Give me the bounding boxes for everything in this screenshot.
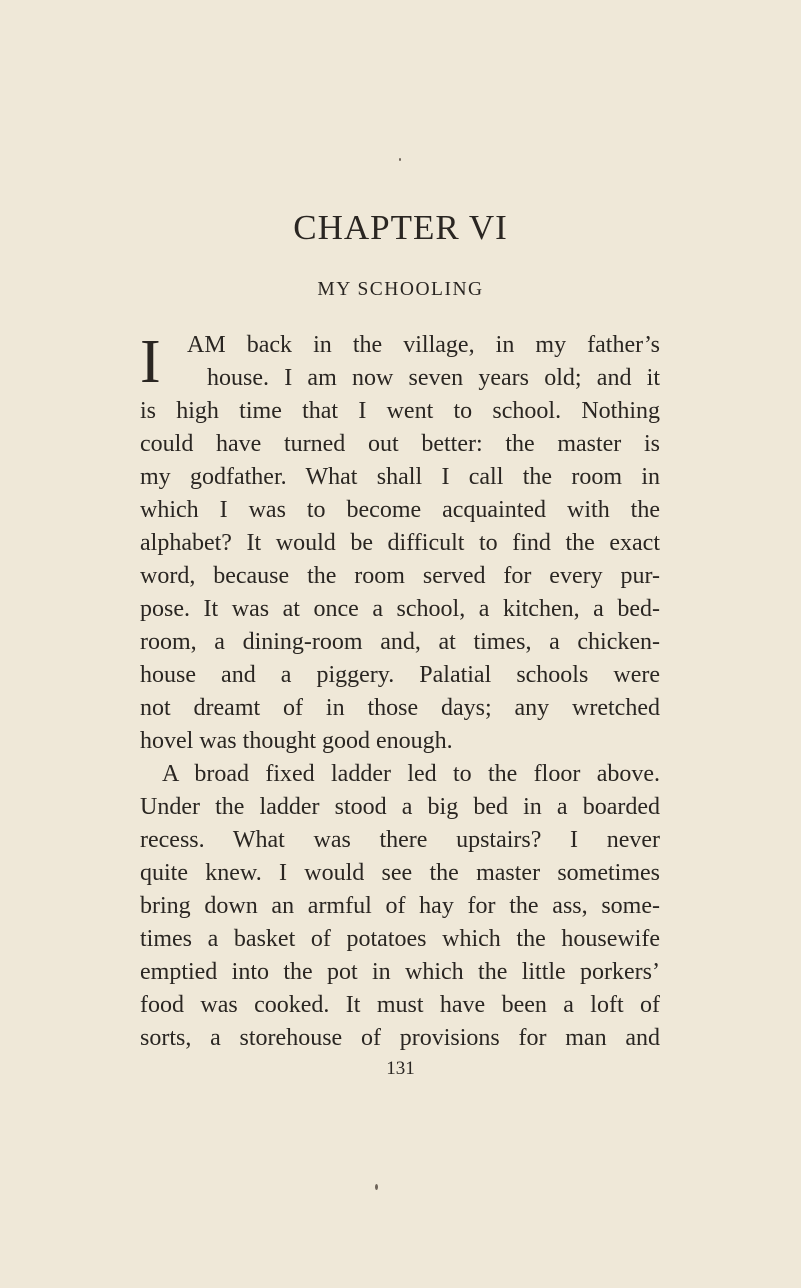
text-line <box>140 857 660 890</box>
line-text: my godfather. What shall I call the room in <box>140 464 660 490</box>
chapter-title: CHAPTER VI <box>293 208 508 247</box>
line-text: house and a piggery. Palatial schools were <box>140 662 660 688</box>
text-line <box>140 758 660 791</box>
text-line <box>140 791 660 824</box>
line-text: pose. It was at once a school, a kitchen, a bed- <box>140 596 660 622</box>
body-text <box>140 329 660 1055</box>
text-line <box>140 428 660 461</box>
text-line <box>140 593 660 626</box>
text-line <box>140 1022 660 1055</box>
text-line <box>140 659 660 692</box>
text-line <box>140 989 660 1022</box>
line-text: bring down an armful of hay for the ass, some- <box>140 893 660 919</box>
text-line <box>140 461 660 494</box>
line-text: room, a dining-room and, at times, a chicken- <box>140 629 660 655</box>
line-text: could have turned out better: the master is <box>140 431 660 457</box>
drop-cap: I <box>140 328 161 396</box>
text-line <box>140 956 660 989</box>
line-text: house. I am now seven years old; and it <box>207 365 660 391</box>
text-line <box>140 494 660 527</box>
line-text: Under the ladder stood a big bed in a boarded <box>140 794 660 820</box>
opening-paragraph <box>140 329 660 395</box>
line-text: recess. What was there upstairs? I never <box>140 827 660 853</box>
line-text: word, because the room served for every pur- <box>140 563 660 589</box>
line-text: sorts, a storehouse of provisions for man and <box>140 1025 660 1051</box>
text-line <box>140 692 660 725</box>
line-text: not dreamt of in those days; any wretched <box>140 695 660 721</box>
text-line <box>140 560 660 593</box>
line-text: food was cooked. It must have been a loft of <box>140 992 660 1018</box>
text-line <box>140 527 660 560</box>
text-line <box>207 362 660 395</box>
line-text: is high time that I went to school. Nothing <box>140 398 660 424</box>
line-text: alphabet? It would be difficult to find the exact <box>140 530 660 556</box>
text-line <box>140 626 660 659</box>
text-line <box>140 725 660 758</box>
text-line <box>140 395 660 428</box>
line-text: emptied into the pot in which the little porkers’ <box>140 959 660 985</box>
paper-speck <box>375 1184 378 1190</box>
line-text: hovel was thought good enough. <box>140 728 453 754</box>
line-text: quite knew. I would see the master sometimes <box>140 860 660 886</box>
chapter-subtitle: MY SCHOOLING <box>317 279 484 300</box>
page-number: 131 <box>386 1058 415 1079</box>
text-line <box>140 824 660 857</box>
text-line <box>187 329 660 362</box>
text-line <box>140 923 660 956</box>
line-text: times a basket of potatoes which the housewife <box>140 926 660 952</box>
line-text: which I was to become acquainted with the <box>140 497 660 523</box>
text-line <box>140 890 660 923</box>
line-text: A broad fixed ladder led to the floor above. <box>162 761 660 787</box>
paper-speck <box>399 158 401 161</box>
line-text: AM back in the village, in my father’s <box>187 332 660 358</box>
